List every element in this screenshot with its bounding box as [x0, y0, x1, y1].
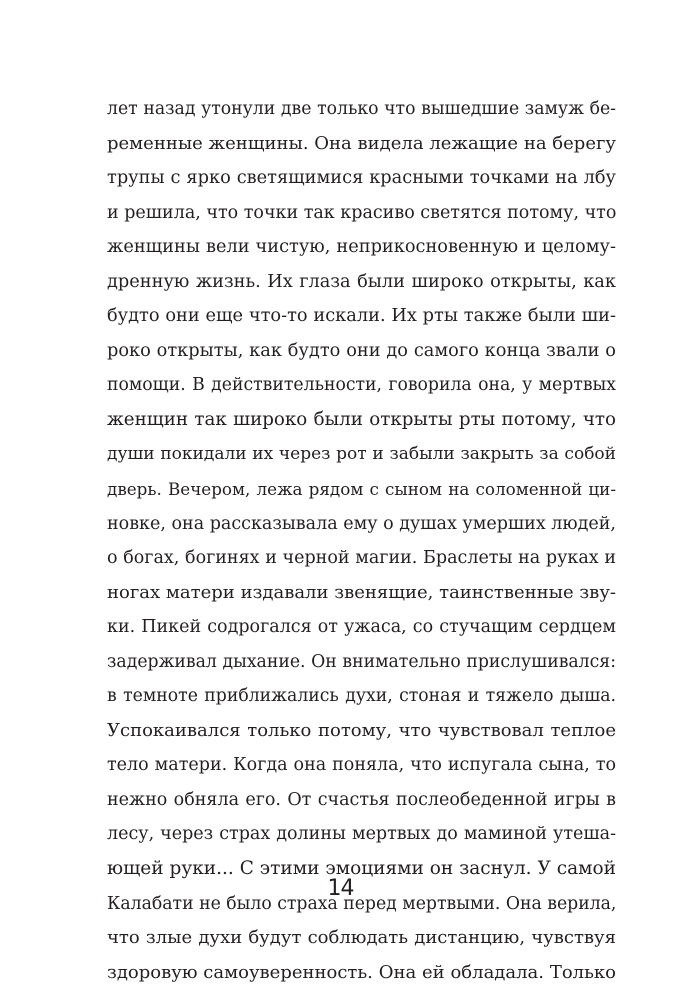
text-line: здоровую самоуверенность. Она ей обладала. Только [107, 961, 616, 983]
text-line: ющей руки... С этими эмоциями он заснул. У самой [107, 858, 616, 880]
page-number: 14 [327, 876, 354, 901]
text-line: дверь. Вечером, лежа рядом с сыном на соломенной ци- [107, 479, 616, 500]
text-line: будто они еще что-то искали. Их рты также были ши- [107, 306, 616, 327]
text-line: тело матери. Когда она поняла, что испугала сына, то [107, 755, 616, 776]
text-line: новке, она рассказывала ему о душах умерших людей, [107, 513, 616, 534]
text-line: нежно обняла его. От счастья послеобеденной игры в [107, 789, 616, 810]
text-line: дренную жизнь. Их глаза были широко открыты, как [107, 271, 616, 292]
text-line: лесу, через страх долины мертвых до маминой утеша- [107, 824, 616, 845]
text-line: в темноте приближались духи, стоная и тяжело дыша. [107, 686, 616, 707]
text-line: ременные женщины. Она видела лежащие на берегу [107, 132, 616, 154]
text-line: лет назад утонули две только что вышедшие замуж бе- [107, 99, 616, 119]
text-line: души покидали их через рот и забыли закрыть за собой [107, 444, 616, 465]
text-line: о богах, богинях и черной магии. Браслеты на руках и [107, 548, 616, 569]
text-line: что злые духи будут соблюдать дистанцию, чувствуя [107, 927, 616, 949]
body-text [107, 92, 616, 990]
text-line: роко открыты, как будто они до самого конца звали о [107, 340, 616, 361]
text-line: ки. Пикей содрогался от ужаса, со стучащим сердцем [107, 617, 616, 638]
text-line: Калабати не было страха перед мертвыми. Она верила, [107, 893, 617, 914]
text-line: Успокаивался только потому, что чувствовал теплое [107, 719, 616, 741]
text-line: женщин так широко были открыты рты потому, что [107, 408, 616, 430]
text-line: помощи. В действительности, говорила она, у мертвых [107, 375, 616, 396]
text-line: ногах матери издавали звенящие, таинственные зву- [107, 581, 616, 603]
text-line: и решила, что точки так красиво светятся потому, что [107, 202, 617, 223]
text-line: задерживал дыхание. Он внимательно прислушивался: [107, 651, 616, 672]
text-line: трупы с ярко светящимися красными точками на лбу [107, 168, 616, 189]
text-line: женщины вели чистую, неприкосновенную и целому- [107, 237, 616, 258]
